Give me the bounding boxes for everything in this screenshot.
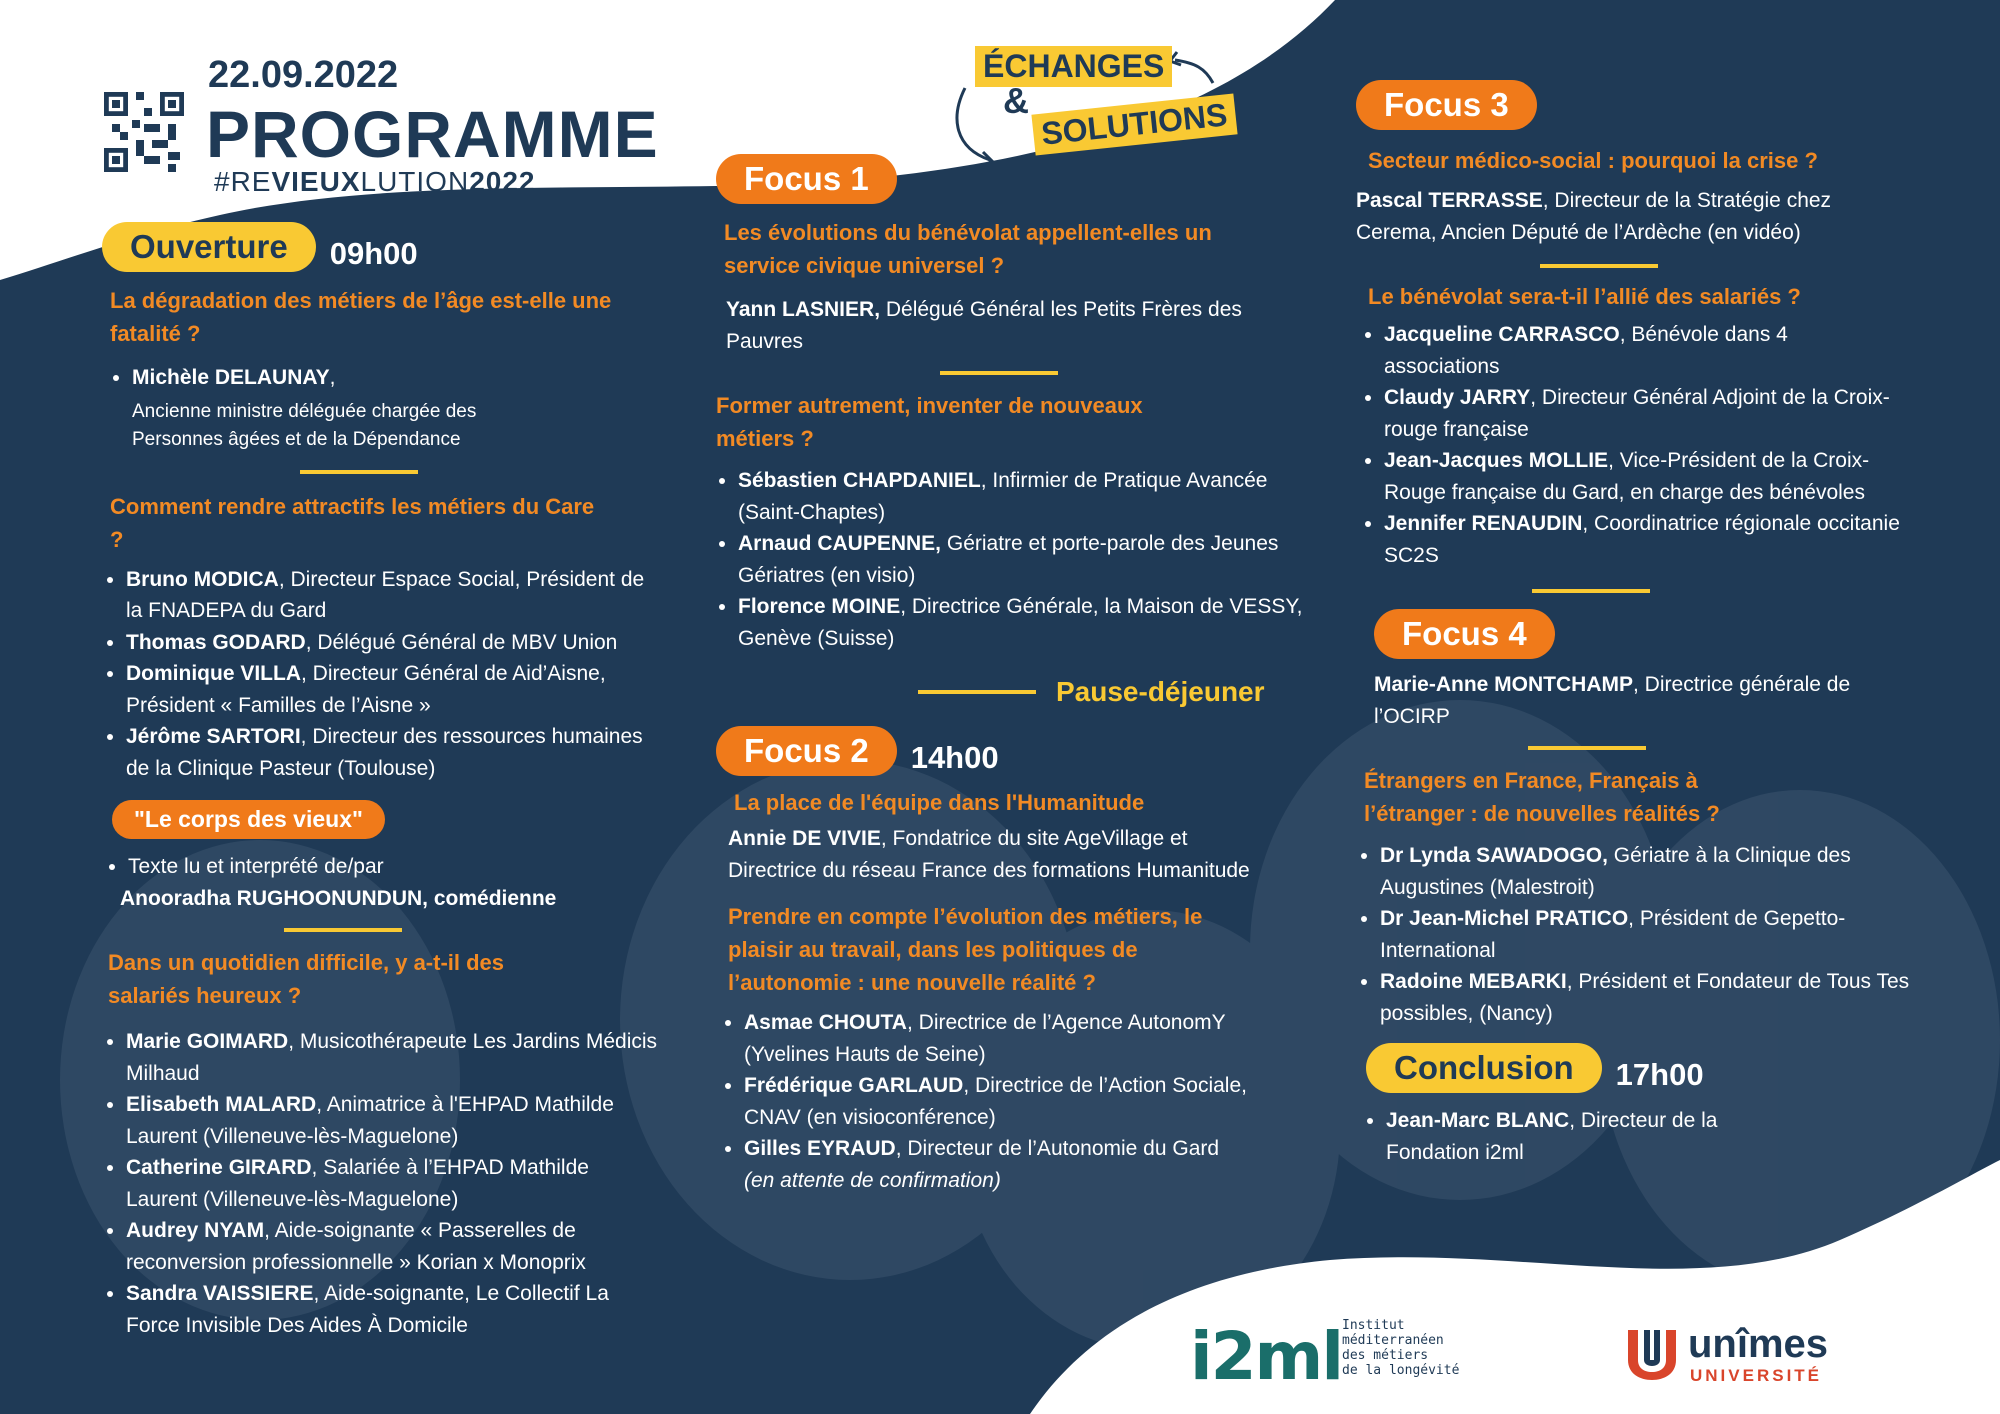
speaker-item: • Dr Jean-Michel PRATICO, Président de Gepetto-International bbox=[1380, 903, 1920, 966]
i2ml-logo bbox=[1190, 1318, 1342, 1395]
pause-row bbox=[716, 676, 1306, 712]
speaker-item: • Jennifer RENAUDIN, Coordinatrice régionale occitanie SC2S bbox=[1384, 508, 1904, 571]
focus1-pill: Focus 1 bbox=[716, 154, 897, 204]
speaker-item: • Elisabeth MALARD, Animatrice à l'EHPAD Mathilde Laurent (Villeneuve-lès-Maguelone) bbox=[126, 1089, 662, 1152]
speaker-item: • Dominique VILLA, Directeur Général de Aid’Aisne, Président « Familles de l’Aisne » bbox=[126, 658, 662, 721]
conclusion-time: 17h00 bbox=[1615, 1056, 1704, 1092]
speaker-item: • Catherine GIRARD, Salariée à l’EHPAD Mathilde Laurent (Villeneuve-lès-Maguelone) bbox=[126, 1152, 662, 1215]
speaker-item: • Marie GOIMARD, Musicothérapeute Les Jardins Médicis Milhaud bbox=[126, 1026, 662, 1089]
question-benevolat: Les évolutions du bénévolat appellent-elles un service civique universel ? bbox=[724, 220, 1212, 278]
question-care: Comment rendre attractifs les métiers du Care ? bbox=[110, 493, 595, 552]
question-degradation: La dégradation des métiers de l’âge est-elle une fatalité ? bbox=[110, 288, 612, 346]
speaker-montchamp: Marie-Anne MONTCHAMP, Directrice générale de l’OCIRP bbox=[1374, 673, 1851, 728]
corps-pill: "Le corps des vieux" bbox=[112, 800, 385, 839]
column-left bbox=[102, 222, 662, 1341]
focus2-pill: Focus 2 bbox=[716, 726, 897, 776]
speaker-item: • Sandra VAISSIERE, Aide-soignante, Le Collectif La Force Invisible Des Aides À Domicile bbox=[126, 1278, 662, 1341]
speaker-list bbox=[1356, 319, 1904, 571]
speaker-list bbox=[716, 1007, 1306, 1196]
column-middle bbox=[716, 154, 1306, 1196]
speaker-item: • Frédérique GARLAUD, Directrice de l’Action Sociale, CNAV (en visioconférence) bbox=[744, 1070, 1306, 1133]
question-salaries: Dans un quotidien difficile, y a-t-il des salariés heureux ? bbox=[108, 950, 505, 1008]
unimes-emblem-icon bbox=[1624, 1326, 1680, 1382]
speaker-item: • Jean-Marc BLANC, Directeur de la Fondation i2ml bbox=[1386, 1105, 1806, 1168]
focus4-pill: Focus 4 bbox=[1374, 609, 1555, 659]
separator bbox=[300, 470, 418, 474]
speaker-lasnier: Yann LASNIER, Délégué Général les Petits Frères des Pauvres bbox=[726, 298, 1242, 353]
separator bbox=[1540, 264, 1658, 268]
speaker-item: • Bruno MODICA, Directeur Espace Social, Président de la FNADEPA du Gard bbox=[126, 564, 662, 627]
speaker-item: • Asmae CHOUTA, Directrice de l’Agence AutonomY (Yvelines Hauts de Seine) bbox=[744, 1007, 1306, 1070]
badge-solutions: SOLUTIONS bbox=[1031, 94, 1237, 156]
speaker-devivie: Annie DE VIVIE, Fondatrice du site AgeVillage et Directrice du réseau France des formations Humanitude bbox=[728, 827, 1250, 882]
question-etrangers: Étrangers en France, Français à l’étranger : de nouvelles réalités ? bbox=[1364, 768, 1720, 826]
speaker-terrasse: Pascal TERRASSE, Directeur de la Stratégie chez Cerema, Ancien Député de l’Ardèche (en vidéo) bbox=[1356, 189, 1832, 244]
unimes-name: unîmes bbox=[1688, 1322, 1829, 1366]
conclusion-pill: Conclusion bbox=[1366, 1043, 1602, 1093]
separator bbox=[1532, 589, 1650, 593]
question-crise: Secteur médico-social : pourquoi la crise ? bbox=[1368, 148, 1818, 173]
speaker-item: • Jacqueline CARRASCO, Bénévole dans 4 associations bbox=[1384, 319, 1904, 382]
question-humanitude: La place de l'équipe dans l'Humanitude bbox=[734, 790, 1145, 815]
focus2-time: 14h00 bbox=[910, 739, 999, 775]
performance-item: • Texte lu et interprété de/par bbox=[128, 851, 662, 883]
speaker-item: • Thomas GODARD, Délégué Général de MBV Union bbox=[126, 627, 662, 659]
corps-header bbox=[102, 800, 662, 839]
i2ml-description: Institut méditerranéen des métiers de la longévité bbox=[1342, 1318, 1460, 1378]
speaker-item: • Michèle DELAUNAY, Ancienne ministre déléguée chargée des Personnes âgées et de la Dépendance bbox=[132, 362, 662, 454]
separator bbox=[284, 928, 402, 932]
speaker-item: • Arnaud CAUPENNE, Gériatre et porte-parole des Jeunes Gériatres (en visio) bbox=[738, 528, 1306, 591]
separator bbox=[940, 371, 1058, 375]
opening-header bbox=[102, 222, 662, 272]
separator bbox=[918, 690, 1036, 694]
speaker-list bbox=[102, 564, 662, 785]
speaker-item: • Claudy JARRY, Directeur Général Adjoint de la Croix-rouge française bbox=[1384, 382, 1904, 445]
badge-echanges: ÉCHANGES bbox=[975, 46, 1172, 87]
speaker-item: • Audrey NYAM, Aide-soignante « Passerelles de reconversion professionnelle » Korian x Monoprix bbox=[126, 1215, 662, 1278]
question-politiques: Prendre en compte l’évolution des métiers, le plaisir au travail, dans les politiques de l’autonomie : une nouvelle réalité ? bbox=[728, 904, 1203, 995]
echanges-solutions-badge bbox=[945, 38, 1245, 168]
performance-list bbox=[102, 851, 662, 883]
unimes-logo bbox=[1624, 1322, 1844, 1388]
speaker-list bbox=[102, 362, 662, 454]
focus3-pill: Focus 3 bbox=[1356, 80, 1537, 130]
speaker-list bbox=[1356, 1105, 1806, 1168]
focus2-header bbox=[716, 726, 1306, 776]
pause-label: Pause-déjeuner bbox=[1056, 676, 1265, 707]
speaker-item: • Jérôme SARTORI, Directeur des ressources humaines de la Clinique Pasteur (Toulouse) bbox=[126, 721, 662, 784]
speaker-list bbox=[102, 1026, 662, 1341]
speaker-item: • Dr Lynda SAWADOGO, Gériatre à la Clinique des Augustines (Malestroit) bbox=[1380, 840, 1920, 903]
speaker-item: • Jean-Jacques MOLLIE, Vice-Président de la Croix-Rouge française du Gard, en charge des bénévoles bbox=[1384, 445, 1904, 508]
speaker-item: • Florence MOINE, Directrice Générale, la Maison de VESSY, Genève (Suisse) bbox=[738, 591, 1306, 654]
column-right bbox=[1356, 80, 1956, 1168]
unimes-subtitle: UNIVERSITÉ bbox=[1690, 1366, 1823, 1385]
opening-pill: Ouverture bbox=[102, 222, 316, 272]
page-title: PROGRAMME bbox=[206, 97, 659, 171]
speaker-item: • Sébastien CHAPDANIEL, Infirmier de Pratique Avancée (Saint-Chaptes) bbox=[738, 465, 1306, 528]
badge-ampersand: & bbox=[1003, 80, 1029, 121]
hashtag: #REVIEUXLUTION2022 bbox=[214, 166, 536, 197]
speaker-item: • Radoine MEBARKI, Président et Fondateur de Tous Tes possibles, (Nancy) bbox=[1380, 966, 1920, 1029]
event-date: 22.09.2022 bbox=[208, 54, 399, 96]
qr-code bbox=[104, 92, 184, 172]
separator bbox=[1528, 746, 1646, 750]
question-allie: Le bénévolat sera-t-il l’allié des salariés ? bbox=[1368, 284, 1801, 309]
conclusion-header bbox=[1356, 1043, 1956, 1093]
performer: Anooradha RUGHOONUNDUN, comédienne bbox=[120, 886, 557, 910]
question-former: Former autrement, inventer de nouveaux métiers ? bbox=[716, 393, 1143, 451]
speaker-list bbox=[1356, 840, 1920, 1029]
speaker-list bbox=[716, 465, 1306, 654]
opening-time: 09h00 bbox=[329, 235, 418, 271]
speaker-item: • Gilles EYRAUD, Directeur de l’Autonomie du Gard (en attente de confirmation) bbox=[744, 1133, 1306, 1196]
i2ml-wordmark: i2ml bbox=[1190, 1318, 1342, 1395]
